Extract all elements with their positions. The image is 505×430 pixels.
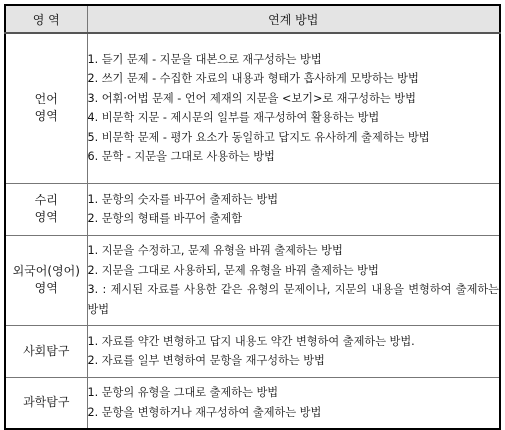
header-area: 영 역 <box>5 5 87 33</box>
method-item: 2. 문항의 형태를 바꾸어 출제함 <box>87 212 243 225</box>
method-item: 6. 문학 - 지문을 그대로 사용하는 방법 <box>87 150 275 164</box>
method-item: 5. 비문학 문제 - 평가 요소가 동일하고 답지도 유사하게 출제하는 방법 <box>87 130 430 144</box>
area-label: 영역 <box>34 281 58 295</box>
table-row <box>5 183 500 235</box>
area-label: 수리 <box>34 193 58 207</box>
area-cell <box>5 183 87 235</box>
method-item: 3. : 제시된 자료를 사용한 같은 유형의 문제이나, 지문의 내용을 변형하여 출제하는 방법 <box>87 283 499 316</box>
methods-cell <box>87 235 500 325</box>
table-row <box>5 33 500 183</box>
table-row <box>5 377 500 429</box>
area-cell <box>5 33 87 183</box>
area-label: 과학탐구 <box>23 395 70 410</box>
method-item: 1. 지문을 수정하고, 문제 유형을 바꿔 출제하는 방법 <box>87 244 343 257</box>
area-cell <box>5 325 87 377</box>
method-item: 2. 지문을 그대로 사용하되, 문제 유형을 바꿔 출제하는 방법 <box>87 263 379 277</box>
area-label: 영역 <box>34 210 58 224</box>
header-method: 연계 방법 <box>87 5 500 33</box>
method-item: 2. 쓰기 문제 - 수집한 자료의 내용과 형태가 흡사하게 모방하는 방법 <box>87 72 419 86</box>
area-label: 외국어(영어) <box>12 264 80 278</box>
area-cell <box>5 377 87 429</box>
method-item: 1. 듣기 문제 - 지문을 대본으로 재구성하는 방법 <box>87 52 322 66</box>
method-item: 3. 어휘·어법 문제 - 언어 제재의 지문을 <보기>로 재구성하는 방법 <box>87 91 416 105</box>
methods-cell <box>87 33 500 183</box>
area-label: 영역 <box>34 109 58 124</box>
method-item: 2. 자료를 일부 변형하여 문항을 재구성하는 방법 <box>87 354 325 367</box>
header-row <box>5 5 500 33</box>
method-item: 1. 문항의 숫자를 바꾸어 출제하는 방법 <box>87 192 279 206</box>
method-item: 2. 문항을 변형하거나 재구성하여 출제하는 방법 <box>87 405 322 419</box>
methods-cell <box>87 377 500 429</box>
table-row <box>5 325 500 377</box>
method-item: 1. 자료를 약간 변형하고 답지 내용도 약간 변형하여 출제하는 방법. <box>87 334 415 348</box>
method-item: 1. 문항의 유형을 그대로 출제하는 방법 <box>87 386 279 400</box>
area-label: 사회탐구 <box>23 343 70 358</box>
area-label: 언어 <box>34 92 58 107</box>
methods-cell <box>87 325 500 377</box>
method-item: 4. 비문학 지문 - 제시문의 일부를 재구성하여 활용하는 방법 <box>87 111 380 125</box>
methods-cell <box>87 183 500 235</box>
table-row <box>5 235 500 325</box>
linkage-methods-table <box>4 4 501 430</box>
area-cell <box>5 235 87 325</box>
